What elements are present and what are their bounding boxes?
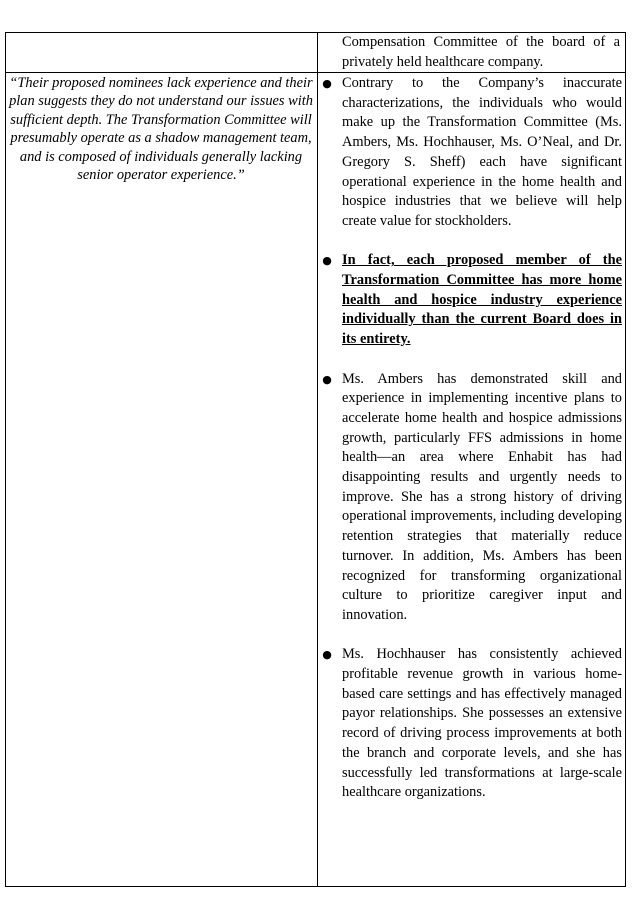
- bullet-item: [320, 645, 622, 803]
- bullet-text: Ms. Hochhauser has consistently achieved profitable revenue growth in various home-based care settings and has effectively managed payor relationships. She possesses an extensive record of driving process improvements at both the branch and corporate levels, and she has successfully led transformations at large-scale healthcare organizations.: [342, 646, 622, 801]
- bullet-icon: ●: [322, 372, 332, 386]
- response-bullets: [320, 74, 622, 823]
- bullet-item: [320, 370, 622, 626]
- continued-text: Compensation Committee of the board of a privately held healthcare company.: [342, 34, 620, 70]
- bullet-icon: ●: [322, 254, 332, 268]
- bullet-item-emphasis: [320, 251, 622, 350]
- bullet-text: Ms. Ambers has demonstrated skill and experience in implementing incentive plans to accelerate home health and hospice admissions growth, particularly FFS admissions in home health—an area where Enhabit has had disappointing results and urgently needs to improve. She has a strong history of driving operational improvements, including developing retention strategies that materially reduce turnover. In addition, Ms. Ambers has been recognized for transforming organizational culture to prioritize caregiver input and innovation.: [342, 370, 622, 623]
- bullet-icon: ●: [322, 648, 332, 662]
- column-divider: [317, 33, 318, 886]
- bullet-icon: ●: [322, 77, 332, 90]
- bullet-item: [320, 74, 622, 232]
- bullet-text: Contrary to the Company’s inaccurate characterizations, the individuals who would make up the Transformation Committee (Ms. Ambers, Ms. Hochhauser, Ms. O’Neal, and Dr. Gregory S. Sheff) each have significant operational experience in the home health and hospice industries that we believe will help create value for stockholders.: [342, 75, 622, 229]
- bullet-text: In fact, each proposed member of the Transformation Committee has more home health and hospice industry experience individually than the current Board does in its entirety.: [342, 252, 622, 348]
- company-quote: “Their proposed nominees lack experience and their plan suggests they do not understand our issues with sufficient depth. The Transformation Committee will presumably operate as a shadow management team, and is composed of individuals generally lacking senior operator experience.”: [9, 75, 313, 184]
